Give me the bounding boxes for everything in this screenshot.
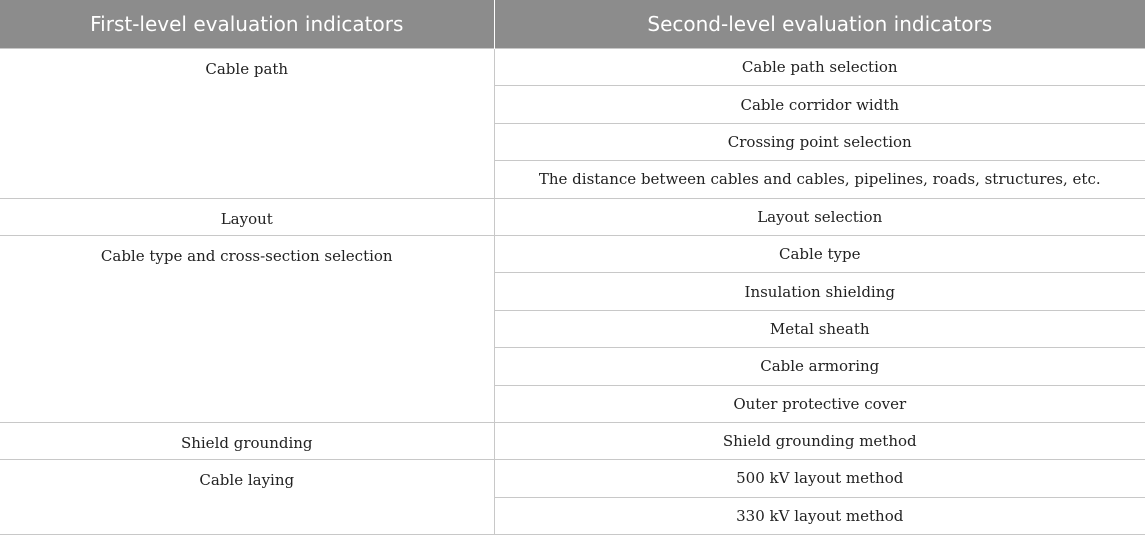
table-row	[0, 235, 1145, 272]
second-level-cell: Layout selection	[494, 198, 1145, 235]
second-level-cell: Insulation shielding	[494, 273, 1145, 310]
second-level-cell: Crossing point selection	[494, 123, 1145, 160]
second-level-cell: Cable type	[494, 235, 1145, 272]
table-row	[0, 198, 1145, 235]
first-level-cable-laying: Cable laying	[0, 460, 494, 535]
first-level-cable-type: Cable type and cross-section selection	[0, 235, 494, 422]
second-level-cell: 330 kV layout method	[494, 497, 1145, 534]
second-level-cell: The distance between cables and cables, pipelines, roads, structures, etc.	[494, 161, 1145, 198]
header-first-level: First-level evaluation indicators	[0, 0, 494, 49]
header-second-level: Second-level evaluation indicators	[494, 0, 1145, 49]
first-level-cable-path: Cable path	[0, 49, 494, 199]
table-row	[0, 422, 1145, 459]
first-level-shield-grounding: Shield grounding	[0, 422, 494, 459]
second-level-cell: Shield grounding method	[494, 422, 1145, 459]
second-level-cell: Metal sheath	[494, 310, 1145, 347]
second-level-cell: Outer protective cover	[494, 385, 1145, 422]
table-row	[0, 460, 1145, 497]
second-level-cell: Cable corridor width	[494, 86, 1145, 123]
second-level-cell: Cable path selection	[494, 49, 1145, 86]
table-row	[0, 49, 1145, 86]
first-level-layout: Layout	[0, 198, 494, 235]
second-level-cell: Cable armoring	[494, 348, 1145, 385]
header-row	[0, 0, 1145, 49]
second-level-cell: 500 kV layout method	[494, 460, 1145, 497]
